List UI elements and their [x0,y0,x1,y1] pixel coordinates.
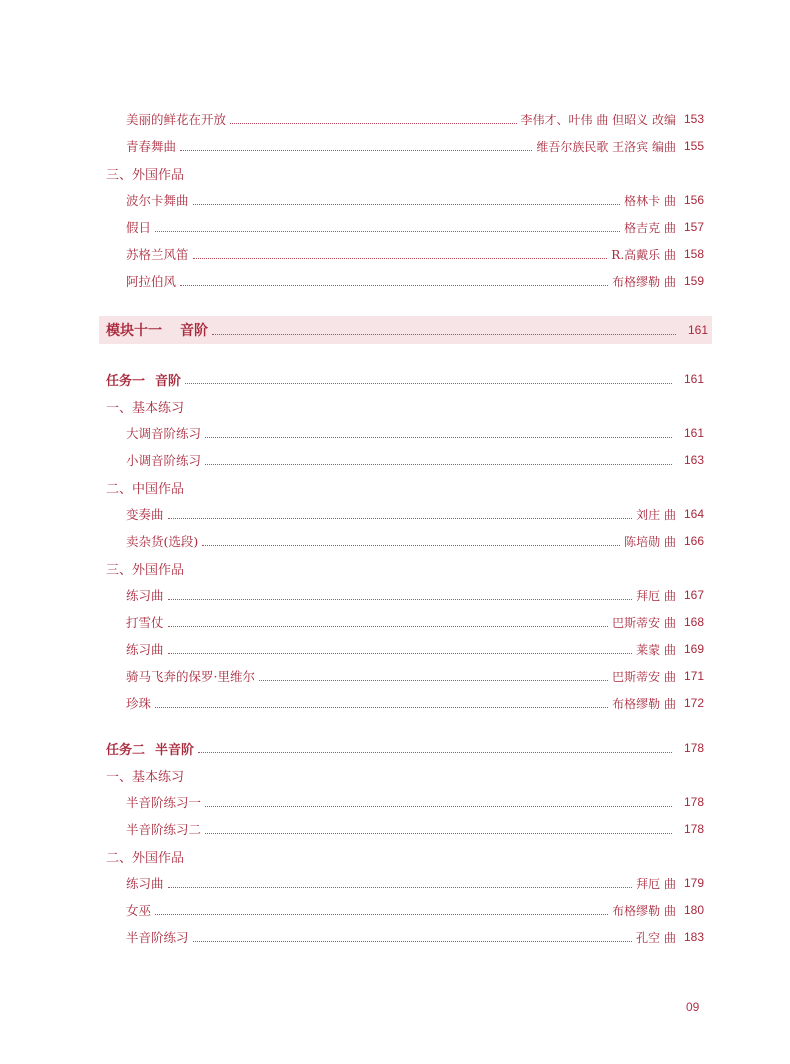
dot-leader [168,652,633,654]
entry-page: 168 [683,615,704,629]
dot-leader [168,517,633,519]
entry-title: 半音阶练习二 [126,822,202,837]
entry-credit: 格林卡 曲 [624,193,676,208]
entry-title: 半音阶练习 [126,930,189,945]
toc-entry[interactable] [0,664,790,688]
entry-credit: 布格缪勒 曲 [612,903,676,918]
entry-title: 珍珠 [126,696,152,711]
section-heading: 一、基本练习 [106,769,185,785]
dot-leader [168,598,633,600]
entry-page: 180 [683,903,704,917]
entry-page: 156 [683,193,704,207]
entry-title: 青春舞曲 [126,139,177,154]
toc-entry[interactable] [0,188,790,212]
section-heading: 三、外国作品 [106,562,185,578]
entry-title: 打雪仗 [126,615,164,630]
dot-leader [155,230,620,232]
entry-page: 163 [683,453,704,467]
section-heading: 一、基本练习 [106,400,185,416]
dot-leader [212,333,676,335]
dot-leader [202,544,620,546]
toc-entry[interactable] [0,817,790,841]
entry-title: 苏格兰风笛 [126,247,189,262]
entry-page: 172 [683,696,704,710]
entry-title: 练习曲 [126,588,164,603]
dot-leader [259,679,608,681]
task-subtitle: 音阶 [155,373,182,389]
entry-title: 骑马飞奔的保罗·里维尔 [126,669,255,684]
dot-leader [205,436,672,438]
entry-title: 半音阶练习一 [126,795,202,810]
dot-leader [168,625,609,627]
entry-credit: 格吉克 曲 [624,220,676,235]
section-heading: 二、外国作品 [106,850,185,866]
task-heading[interactable] [0,736,790,760]
entry-page: 153 [683,112,704,126]
dot-leader [198,751,672,753]
entry-credit: 拜厄 曲 [636,588,676,603]
entry-page: 157 [683,220,704,234]
toc-entry[interactable] [0,502,790,526]
entry-title: 练习曲 [126,642,164,657]
dot-leader [205,832,672,834]
dot-leader [180,149,532,151]
entry-title: 美丽的鲜花在开放 [126,112,227,127]
toc-entry[interactable] [0,790,790,814]
dot-leader [185,382,672,384]
entry-page: 178 [683,822,704,836]
entry-credit: 拜厄 曲 [636,876,676,891]
entry-page: 161 [683,426,704,440]
entry-credit: 孔空 曲 [636,930,676,945]
dot-leader [193,203,621,205]
entry-title: 小调音阶练习 [126,453,202,468]
toc-entry[interactable] [0,421,790,445]
section-heading: 二、中国作品 [106,481,185,497]
entry-title: 阿拉伯风 [126,274,177,289]
toc-entry[interactable] [0,610,790,634]
entry-page: 183 [683,930,704,944]
dot-leader [180,284,608,286]
entry-credit: R.高戴乐 曲 [611,247,676,262]
dot-leader [155,913,608,915]
entry-title: 假日 [126,220,152,235]
task-subtitle: 半音阶 [155,742,195,758]
dot-leader [168,886,633,888]
task-page: 161 [683,372,704,386]
toc-entry[interactable] [0,269,790,293]
toc-entry[interactable] [0,925,790,949]
entry-title: 大调音阶练习 [126,426,202,441]
entry-credit: 巴斯蒂安 曲 [612,669,676,684]
entry-credit: 刘庄 曲 [636,507,676,522]
entry-page: 164 [683,507,704,521]
task-page: 178 [683,741,704,755]
entry-credit: 李伟才、叶伟 曲 但昭义 改编 [520,112,676,127]
entry-page: 178 [683,795,704,809]
toc-entry[interactable] [0,242,790,266]
entry-title: 练习曲 [126,876,164,891]
toc-entry[interactable] [0,134,790,158]
task-heading[interactable] [0,367,790,391]
toc-entry[interactable] [0,871,790,895]
entry-title: 变奏曲 [126,507,164,522]
entry-credit: 巴斯蒂安 曲 [612,615,676,630]
toc-entry[interactable] [0,448,790,472]
dot-leader [205,805,672,807]
toc-entry[interactable] [0,691,790,715]
toc-entry[interactable] [0,215,790,239]
module-heading[interactable] [99,316,712,344]
entry-page: 167 [683,588,704,602]
dot-leader [230,122,517,124]
entry-credit: 布格缪勒 曲 [612,274,676,289]
entry-credit: 维吾尔族民歌 王洛宾 编曲 [536,139,676,154]
toc-entry[interactable] [0,898,790,922]
toc-entry[interactable] [0,107,790,131]
dot-leader [155,706,608,708]
page-number: 09 [686,1000,700,1014]
entry-credit: 陈培勋 曲 [624,534,676,549]
entry-credit: 布格缪勒 曲 [612,696,676,711]
task-title: 任务一 [106,373,146,389]
module-page: 161 [687,323,708,337]
module-title: 模块十一 [106,323,162,339]
toc-entry[interactable] [0,583,790,607]
entry-page: 179 [683,876,704,890]
entry-page: 171 [683,669,704,683]
dot-leader [205,463,672,465]
module-subtitle: 音阶 [180,323,208,339]
task-title: 任务二 [106,742,146,758]
toc-entry[interactable] [0,529,790,553]
section-heading: 三、外国作品 [106,167,185,183]
entry-title: 波尔卡舞曲 [126,193,189,208]
toc-entry[interactable] [0,637,790,661]
entry-title: 卖杂货(选段) [126,534,199,549]
entry-title: 女巫 [126,903,152,918]
entry-page: 155 [683,139,704,153]
entry-page: 169 [683,642,704,656]
entry-credit: 莱蒙 曲 [636,642,676,657]
dot-leader [193,257,608,259]
dot-leader [193,940,633,942]
entry-page: 159 [683,274,704,288]
entry-page: 158 [683,247,704,261]
entry-page: 166 [683,534,704,548]
